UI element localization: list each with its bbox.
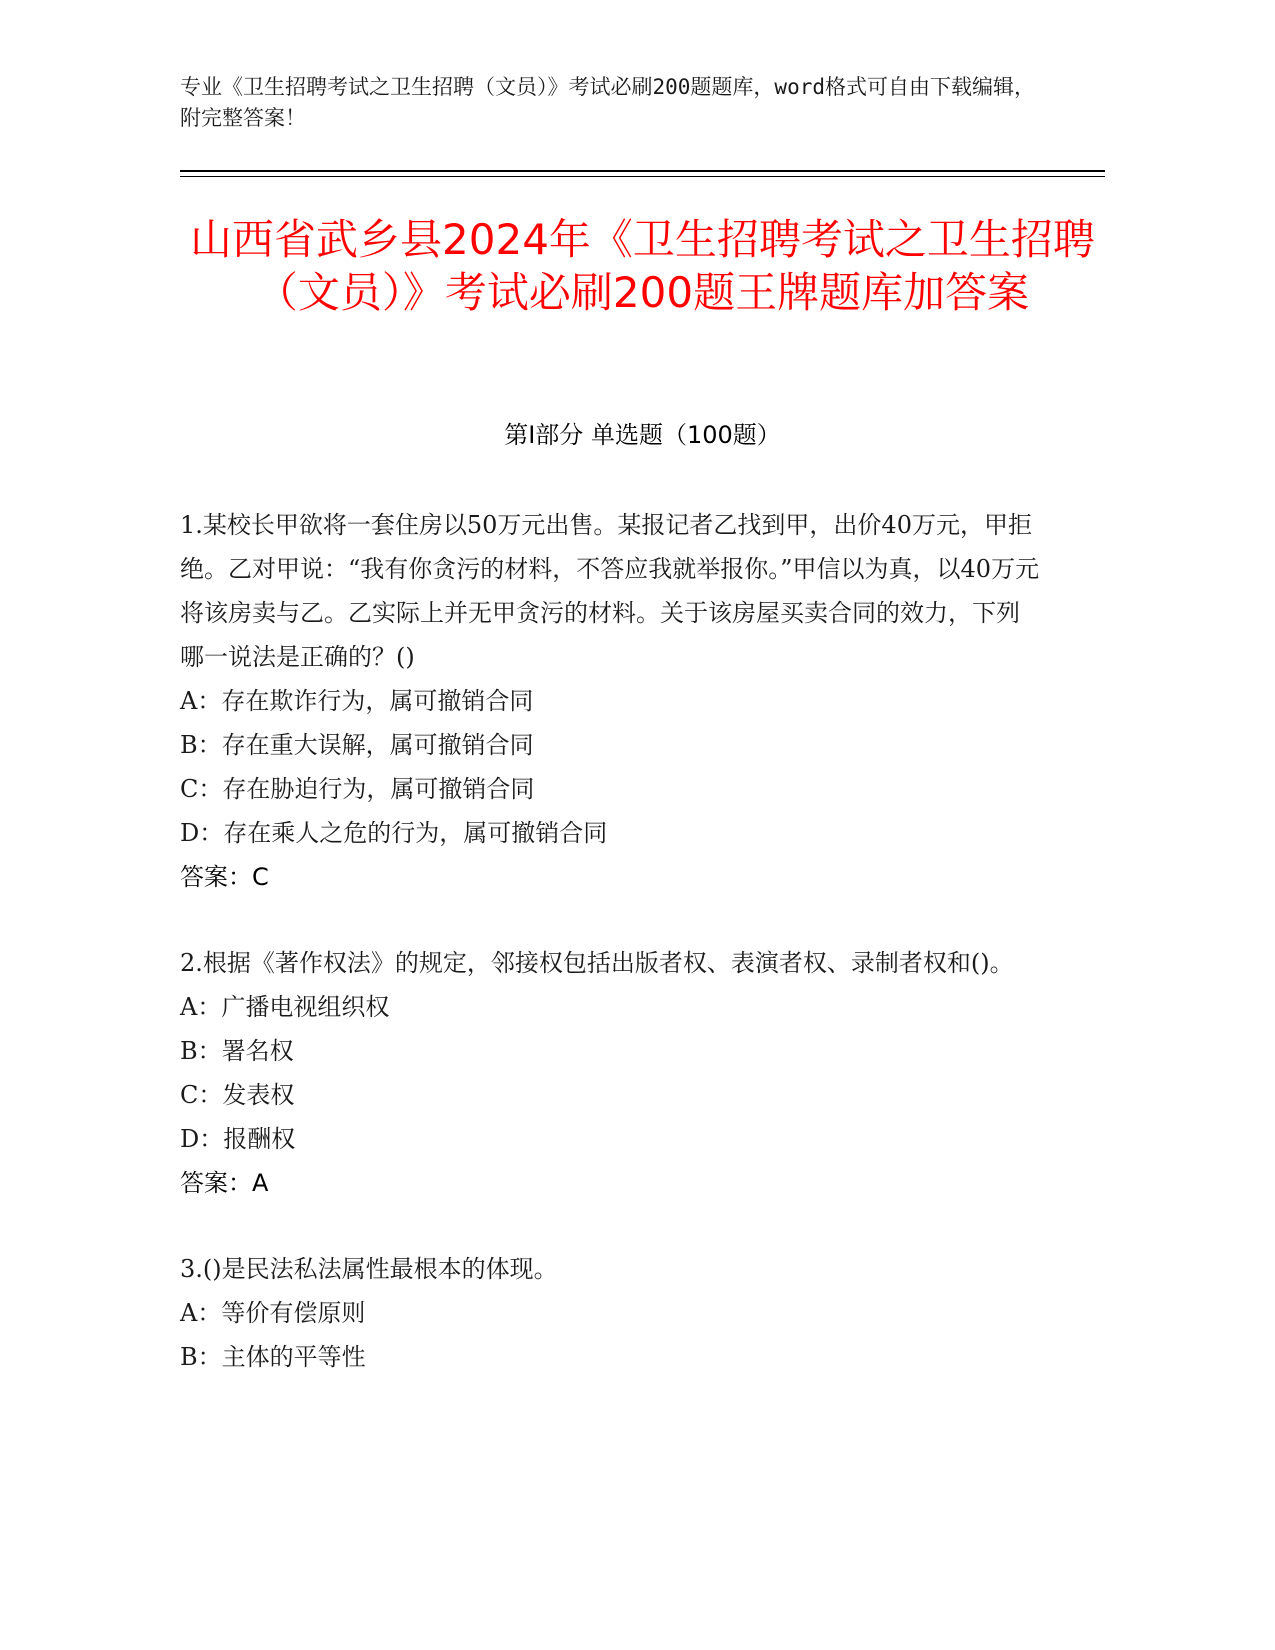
option-d: D：存在乘人之危的行为，属可撤销合同 <box>180 819 608 847</box>
option-d: D：报酬权 <box>180 1125 296 1153</box>
option-c: C：发表权 <box>180 1081 295 1109</box>
question-2 <box>180 941 1040 1205</box>
option-a: A：存在欺诈行为，属可撤销合同 <box>180 687 534 715</box>
question-1 <box>180 503 1040 899</box>
option-a: A：等价有偿原则 <box>180 1299 366 1327</box>
header-divider-thin <box>180 176 1105 177</box>
section-title: 第I部分 单选题（100题） <box>504 421 781 449</box>
answer-line: 答案：C <box>180 863 269 891</box>
option-b: B：主体的平等性 <box>180 1343 366 1371</box>
option-c: C：存在胁迫行为，属可撤销合同 <box>180 775 535 803</box>
answer-line: 答案：A <box>180 1169 269 1197</box>
option-b: B：存在重大误解，属可撤销合同 <box>180 731 534 759</box>
option-a: A：广播电视组织权 <box>180 993 390 1021</box>
question-stem: 3.()是民法私法属性最根本的体现。 <box>180 1255 558 1283</box>
question-stem: 2.根据《著作权法》的规定，邻接权包括出版者权、表演者权、录制者权和()。 <box>180 949 1014 977</box>
option-b: B：署名权 <box>180 1037 294 1065</box>
question-3 <box>180 1247 1040 1379</box>
question-list <box>180 503 1040 1421</box>
header-note: 专业《卫生招聘考试之卫生招聘（文员）》考试必刷200题题库，word格式可自由下载编辑，附完整答案！ <box>180 75 1035 130</box>
document-title: 山西省武乡县2024年《卫生招聘考试之卫生招聘（文员）》考试必刷200题王牌题库加答案 <box>190 215 1095 317</box>
header-divider-thick <box>180 170 1105 172</box>
question-stem: 1.某校长甲欲将一套住房以50万元出售。某报记者乙找到甲，出价40万元，甲拒绝。乙对甲说：“我有你贪污的材料，不答应我就举报你。”甲信以为真，以40万元将该房卖与乙。乙实际上并无甲贪污的材料。关于该房屋买卖合同的效力，下列哪一说法是正确的？() <box>180 511 1040 671</box>
